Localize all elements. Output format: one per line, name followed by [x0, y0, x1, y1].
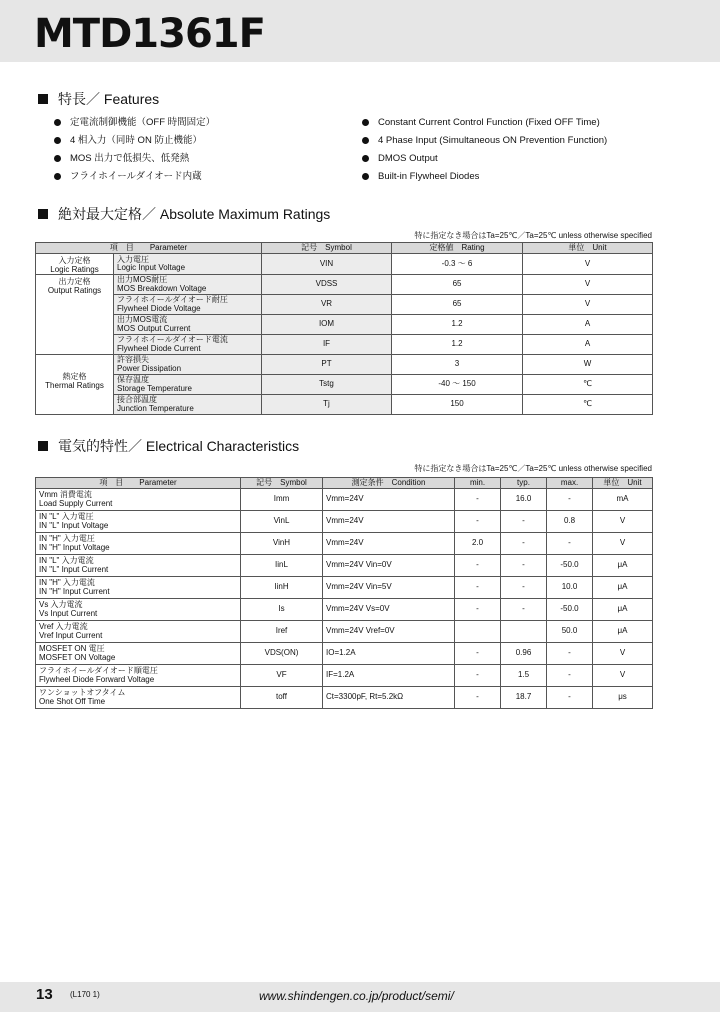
- square-bullet-icon: [38, 209, 48, 219]
- list-item: 4 Phase Input (Simultaneous ON Prevention Function): [362, 134, 607, 152]
- group-label: 入力定格 Logic Ratings: [36, 254, 114, 275]
- table-cell: -: [547, 489, 593, 511]
- table-cell: -: [547, 687, 593, 709]
- table-cell: 16.0: [501, 489, 547, 511]
- table-cell: VinL: [241, 511, 323, 533]
- table-row: [36, 295, 653, 315]
- col-header: typ.: [501, 478, 547, 489]
- list-item: Constant Current Control Function (Fixed OFF Time): [362, 116, 607, 134]
- table-cell: -: [501, 511, 547, 533]
- table-row: [36, 511, 653, 533]
- table-row: [36, 599, 653, 621]
- param-cell: 出力MOS耐圧 MOS Breakdown Voltage: [114, 275, 262, 295]
- param-cell: IN "L" 入力電流 IN "L" Input Current: [36, 555, 241, 577]
- elec-heading: 電気的特性／ Electrical Characteristics: [38, 437, 299, 455]
- table-cell: -: [455, 599, 501, 621]
- table-header-row: [36, 243, 653, 254]
- table-cell: 0.96: [501, 643, 547, 665]
- unit-cell: A: [523, 315, 653, 335]
- col-header: 単位 Unit: [593, 478, 653, 489]
- table-cell: Vmm=24V Vs=0V: [323, 599, 455, 621]
- table-row: [36, 275, 653, 295]
- table-cell: -: [501, 555, 547, 577]
- table-cell: 18.7: [501, 687, 547, 709]
- param-cell: フライホイールダイオード耐圧 Flywheel Diode Voltage: [114, 295, 262, 315]
- table-cell: -: [501, 533, 547, 555]
- bullet-icon: [54, 137, 61, 144]
- unit-cell: ℃: [523, 375, 653, 395]
- table-cell: mA: [593, 489, 653, 511]
- list-item: 定電流制御機能（OFF 時間固定）: [54, 116, 215, 134]
- param-cell: Vs 入力電流 Vs Input Current: [36, 599, 241, 621]
- param-cell: 入力電圧 Logic Input Voltage: [114, 254, 262, 275]
- doc-code: (L170 1): [70, 990, 100, 999]
- param-cell: 接合部温度 Junction Temperature: [114, 395, 262, 415]
- table-cell: [501, 621, 547, 643]
- unit-cell: V: [523, 275, 653, 295]
- group-label: 出力定格 Output Ratings: [36, 275, 114, 355]
- table-cell: IinH: [241, 577, 323, 599]
- value-cell: -40 ～ 150: [392, 375, 523, 395]
- table-cell: [455, 621, 501, 643]
- list-item: Built-in Flywheel Diodes: [362, 170, 607, 188]
- table-cell: -: [501, 577, 547, 599]
- table-cell: -50.0: [547, 599, 593, 621]
- table-cell: Ct=3300pF, Rt=5.2kΩ: [323, 687, 455, 709]
- table-cell: IF=1.2A: [323, 665, 455, 687]
- bullet-icon: [362, 119, 369, 126]
- param-cell: ワンショットオフタイム One Shot Off Time: [36, 687, 241, 709]
- table-cell: -: [455, 643, 501, 665]
- abs-note: 特に指定なき場合はTa=25℃／Ta=25℃ unless otherwise specified: [414, 231, 652, 240]
- symbol-cell: PT: [262, 355, 392, 375]
- abs-max-table: [35, 242, 653, 415]
- col-header: max.: [547, 478, 593, 489]
- param-cell: 保存温度 Storage Temperature: [114, 375, 262, 395]
- list-item: フライホイールダイオード内蔵: [54, 170, 215, 188]
- value-cell: 65: [392, 275, 523, 295]
- table-row: [36, 254, 653, 275]
- table-cell: Vmm=24V Vin=0V: [323, 555, 455, 577]
- table-cell: VF: [241, 665, 323, 687]
- table-row: [36, 489, 653, 511]
- table-cell: VDS(ON): [241, 643, 323, 665]
- table-cell: Vmm=24V: [323, 511, 455, 533]
- list-item: MOS 出力で低損失、低発熱: [54, 152, 215, 170]
- table-cell: -50.0: [547, 555, 593, 577]
- table-cell: Vmm=24V: [323, 489, 455, 511]
- param-cell: Vmm 消費電流 Load Supply Current: [36, 489, 241, 511]
- table-cell: -: [455, 489, 501, 511]
- table-row: [36, 315, 653, 335]
- table-cell: -: [547, 533, 593, 555]
- page-number: 13: [36, 986, 53, 1003]
- square-bullet-icon: [38, 441, 48, 451]
- symbol-cell: IOM: [262, 315, 392, 335]
- table-cell: -: [455, 687, 501, 709]
- table-cell: Vmm=24V: [323, 533, 455, 555]
- col-header: 測定条件 Condition: [323, 478, 455, 489]
- table-row: [36, 335, 653, 355]
- table-row: [36, 375, 653, 395]
- features-heading: 特長／ Features: [38, 90, 159, 108]
- table-cell: Vmm=24V Vref=0V: [323, 621, 455, 643]
- symbol-cell: VDSS: [262, 275, 392, 295]
- param-cell: フライホイールダイオード順電圧 Flywheel Diode Forward Voltage: [36, 665, 241, 687]
- bullet-icon: [54, 173, 61, 180]
- symbol-cell: VIN: [262, 254, 392, 275]
- param-cell: 許容損失 Power Dissipation: [114, 355, 262, 375]
- value-cell: 1.2: [392, 315, 523, 335]
- elec-note: 特に指定なき場合はTa=25℃／Ta=25℃ unless otherwise specified: [414, 464, 652, 473]
- table-cell: 2.0: [455, 533, 501, 555]
- value-cell: -0.3 ～ 6: [392, 254, 523, 275]
- table-cell: Is: [241, 599, 323, 621]
- table-cell: μs: [593, 687, 653, 709]
- table-row: [36, 577, 653, 599]
- table-cell: -: [501, 599, 547, 621]
- col-header: min.: [455, 478, 501, 489]
- param-cell: IN "H" 入力電流 IN "H" Input Current: [36, 577, 241, 599]
- table-cell: -: [547, 643, 593, 665]
- col-header: 定格値 Rating: [392, 243, 523, 254]
- bullet-icon: [54, 155, 61, 162]
- table-row: [36, 665, 653, 687]
- table-cell: toff: [241, 687, 323, 709]
- table-cell: μA: [593, 621, 653, 643]
- unit-cell: V: [523, 295, 653, 315]
- param-cell: IN "H" 入力電圧 IN "H" Input Voltage: [36, 533, 241, 555]
- value-cell: 3: [392, 355, 523, 375]
- group-label: 熱定格 Thermal Ratings: [36, 355, 114, 415]
- param-cell: フライホイールダイオード電流 Flywheel Diode Current: [114, 335, 262, 355]
- square-bullet-icon: [38, 94, 48, 104]
- features-list-jp: [54, 116, 215, 188]
- features-list-en: [362, 116, 607, 188]
- param-cell: IN "L" 入力電圧 IN "L" Input Voltage: [36, 511, 241, 533]
- col-header: 項 目 Parameter: [36, 478, 241, 489]
- table-row: [36, 555, 653, 577]
- value-cell: 1.2: [392, 335, 523, 355]
- table-cell: -: [455, 555, 501, 577]
- table-cell: -: [455, 511, 501, 533]
- symbol-cell: Tstg: [262, 375, 392, 395]
- table-cell: VinH: [241, 533, 323, 555]
- unit-cell: W: [523, 355, 653, 375]
- col-header: 単位 Unit: [523, 243, 653, 254]
- table-cell: μA: [593, 599, 653, 621]
- table-header-row: [36, 478, 653, 489]
- table-cell: 10.0: [547, 577, 593, 599]
- table-cell: μA: [593, 577, 653, 599]
- symbol-cell: VR: [262, 295, 392, 315]
- table-cell: -: [547, 665, 593, 687]
- symbol-cell: IF: [262, 335, 392, 355]
- table-row: [36, 643, 653, 665]
- table-row: [36, 621, 653, 643]
- col-header: 記号 Symbol: [241, 478, 323, 489]
- value-cell: 150: [392, 395, 523, 415]
- abs-heading: 絶対最大定格／ Absolute Maximum Ratings: [38, 205, 330, 223]
- table-cell: V: [593, 665, 653, 687]
- table-cell: V: [593, 533, 653, 555]
- value-cell: 65: [392, 295, 523, 315]
- unit-cell: ℃: [523, 395, 653, 415]
- param-cell: 出力MOS電流 MOS Output Current: [114, 315, 262, 335]
- bullet-icon: [54, 119, 61, 126]
- table-row: [36, 395, 653, 415]
- page-title: MTD1361F: [34, 11, 265, 57]
- list-item: DMOS Output: [362, 152, 607, 170]
- table-row: [36, 687, 653, 709]
- table-cell: IO=1.2A: [323, 643, 455, 665]
- table-cell: 50.0: [547, 621, 593, 643]
- elec-char-table: [35, 477, 653, 709]
- unit-cell: V: [523, 254, 653, 275]
- table-cell: -: [455, 577, 501, 599]
- table-cell: Iref: [241, 621, 323, 643]
- table-cell: Vmm=24V Vin=5V: [323, 577, 455, 599]
- table-cell: V: [593, 643, 653, 665]
- table-row: [36, 355, 653, 375]
- table-cell: V: [593, 511, 653, 533]
- table-cell: -: [455, 665, 501, 687]
- symbol-cell: Tj: [262, 395, 392, 415]
- bullet-icon: [362, 137, 369, 144]
- table-cell: 1.5: [501, 665, 547, 687]
- table-cell: IinL: [241, 555, 323, 577]
- bullet-icon: [362, 173, 369, 180]
- footer-url[interactable]: www.shindengen.co.jp/product/semi/: [259, 989, 454, 1003]
- param-cell: Vref 入力電流 Vref Input Current: [36, 621, 241, 643]
- col-header: 項 目 Parameter: [36, 243, 262, 254]
- param-cell: MOSFET ON 電圧 MOSFET ON Voltage: [36, 643, 241, 665]
- col-header: 記号 Symbol: [262, 243, 392, 254]
- table-row: [36, 533, 653, 555]
- table-cell: Imm: [241, 489, 323, 511]
- table-cell: μA: [593, 555, 653, 577]
- unit-cell: A: [523, 335, 653, 355]
- bullet-icon: [362, 155, 369, 162]
- table-cell: 0.8: [547, 511, 593, 533]
- list-item: 4 相入力（同時 ON 防止機能）: [54, 134, 215, 152]
